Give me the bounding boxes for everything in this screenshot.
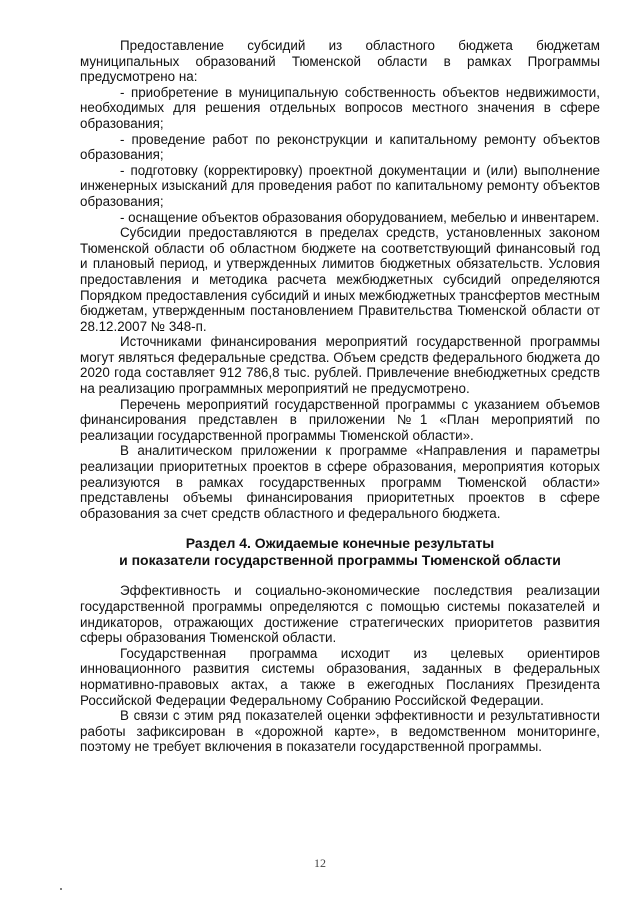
paragraph-activities-list: Перечень мероприятий государственной программы с указанием объемов финансирования представлен в приложении №1 «План мероприятий по реализации государственной программы Тюменской области». (80, 396, 600, 443)
paragraph-analytical-appendix: В аналитическом приложении к программе «Направления и параметры реализации приоритетных проектов в сфере образования, мероприятия которых реализуются в рамках государственных программ Тюменской области» представлены объемы финансирования приоритетных проектов в сфере образования за счет средств областного и федерального бюджета. (80, 443, 600, 521)
list-item-equipment: - оснащение объектов образования оборудованием, мебелью и инвентарем. (120, 209, 600, 225)
paragraph-targets: Государственная программа исходит из целевых ориентиров инновационного развития системы образования, заданных в федеральных нормативно-правовых актах, а также в ежегодных Посланиях Президента Российской Федерации Федеральному Собранию Российской Федерации. (80, 645, 600, 708)
paragraph-road-map: В связи с этим ряд показателей оценки эффективности и результативности работы зафиксирован в «дорожной карте», в ведомственном мониторинге, поэтому не требует включения в показатели государственной программы. (80, 708, 600, 755)
list-item-acquisition: - приобретение в муниципальную собственность объектов недвижимости, необходимых для решения отдельных вопросов местного значения в сфере образования; (80, 84, 600, 131)
section-heading-line-1: Раздел 4. Ожидаемые конечные результаты (185, 535, 495, 552)
list-item-reconstruction: - проведение работ по реконструкции и капитальному ремонту объектов образования; (80, 131, 600, 163)
list-item-design-documentation: - подготовку (корректировку) проектной документации и (или) выполнение инженерных изысканий для проведения работ по капитальному ремонту объектов образования; (80, 162, 600, 209)
paragraph-effectiveness: Эффективность и социально-экономические последствия реализации государственной программы определяются с помощью системы показателей и индикаторов, отражающих достижение стратегических приоритетов развития сферы образования Тюменской области. (80, 583, 600, 646)
section-4-heading (80, 535, 600, 569)
paragraph-subsidies-intro: Предоставление субсидий из областного бюджета бюджетам муниципальных образований Тюменской области в рамках Программы предусмотрено на: (80, 38, 600, 85)
paragraph-subsidy-limits: Субсидии предоставляются в пределах средств, установленных законом Тюменской области об областном бюджете на соответствующий финансовый год и плановый период, и утвержденных лимитов бюджетных обязательств. Условия предоставления и методика расчета межбюджетных субсидий определяются Порядком предоставления субсидий и иных межбюджетных трансфертов местным бюджетам, утвержденным постановлением Правительства Тюменской области от 28.12.2007 № 348-п. (80, 225, 600, 334)
document-body (80, 38, 600, 755)
page-number: 12 (314, 856, 326, 870)
paragraph-funding-sources: Источниками финансирования мероприятий государственной программы могут являться федеральные средства. Объем средств федерального бюджета до 2020 года составляет 912 786,8 тыс. рублей. Привлечение внебюджетных средств на реализацию программных мероприятий не предусмотрено. (80, 334, 600, 397)
scan-speck (60, 888, 62, 890)
section-heading-line-2: и показатели государственной программы Тюменской области (119, 552, 561, 569)
